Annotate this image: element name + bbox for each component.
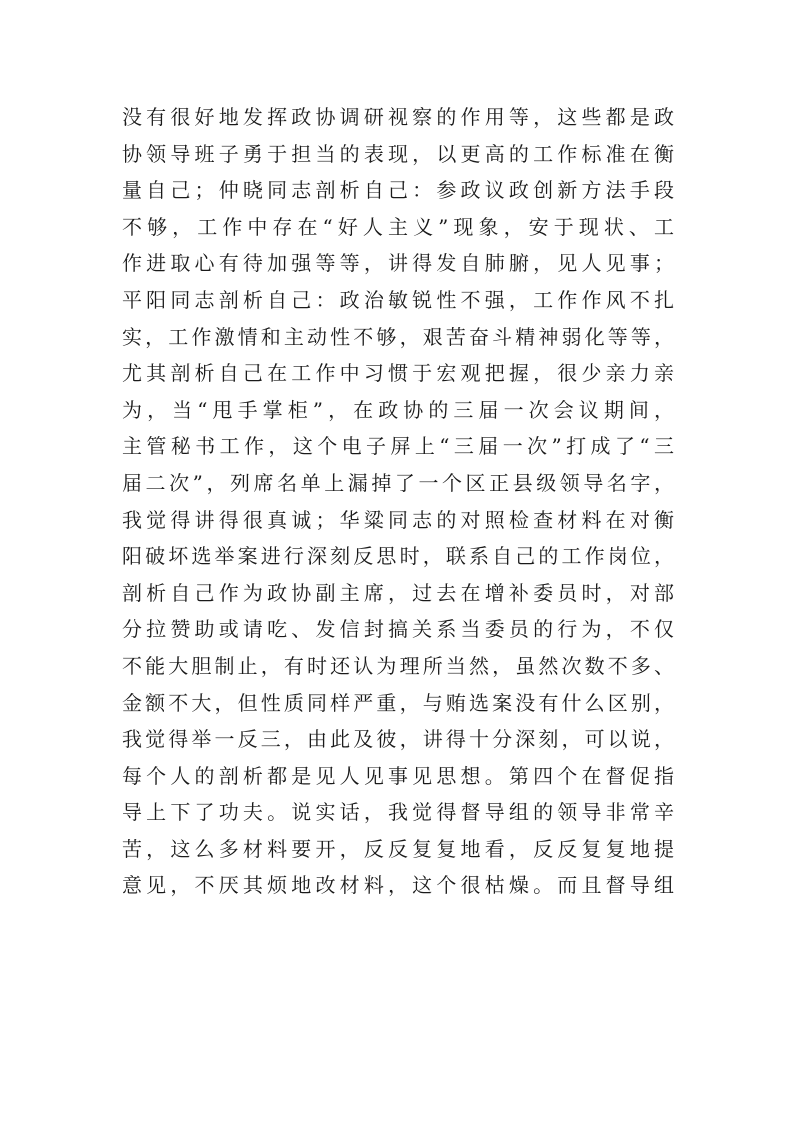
- text-line: 不够，工作中存在“好人主义”现象，安于现状、工: [122, 214, 674, 239]
- text-line: 为，当“甩手掌柜”，在政协的三届一次会议期间，: [122, 397, 674, 422]
- text-line: 实，工作激情和主动性不够，艰苦奋斗精神弱化等等，: [122, 324, 674, 349]
- text-line: 金额不大，但性质同样严重，与贿选案没有什么区别，: [122, 690, 674, 715]
- text-line: 平阳同志剖析自己：政治敏锐性不强，工作作风不扎: [122, 287, 674, 312]
- text-line: 没有很好地发挥政协调研视察的作用等，这些都是政: [122, 105, 674, 129]
- text-line: 苦，这么多材料要开，反反复复地看，反反复复地提: [122, 836, 674, 861]
- text-line: 作进取心有待加强等等，讲得发自肺腑，见人见事；: [122, 251, 674, 276]
- text-line: 量自己；仲晓同志剖析自己：参政议政创新方法手段: [122, 178, 674, 203]
- text-line: 意见，不厌其烦地改材料，这个很枯燥。而且督导组: [122, 873, 674, 898]
- text-line: 导上下了功夫。说实话，我觉得督导组的领导非常辛: [122, 800, 674, 825]
- text-line: 我觉得讲得很真诚；华粱同志的对照检查材料在对衡: [122, 507, 674, 532]
- text-line: 主管秘书工作，这个电子屏上“三届一次”打成了“三: [122, 434, 674, 459]
- text-line: 不能大胆制止，有时还认为理所当然，虽然次数不多、: [122, 653, 674, 678]
- text-line: 届二次”，列席名单上漏掉了一个区正县级领导名字，: [122, 470, 674, 495]
- text-line: 尤其剖析自己在工作中习惯于宏观把握，很少亲力亲: [122, 361, 674, 386]
- text-line: 每个人的剖析都是见人见事见思想。第四个在督促指: [122, 763, 674, 788]
- text-line: 我觉得举一反三，由此及彼，讲得十分深刻，可以说，: [122, 727, 674, 752]
- body-text: [122, 99, 674, 904]
- text-line: 阳破坏选举案进行深刻反思时，联系自己的工作岗位，: [122, 544, 674, 569]
- text-line: 协领导班子勇于担当的表现，以更高的工作标准在衡: [122, 141, 674, 166]
- text-line: 剖析自己作为政协副主席，过去在增补委员时，对部: [122, 580, 674, 605]
- text-line: 分拉赞助或请吃、发信封搞关系当委员的行为，不仅: [122, 617, 674, 642]
